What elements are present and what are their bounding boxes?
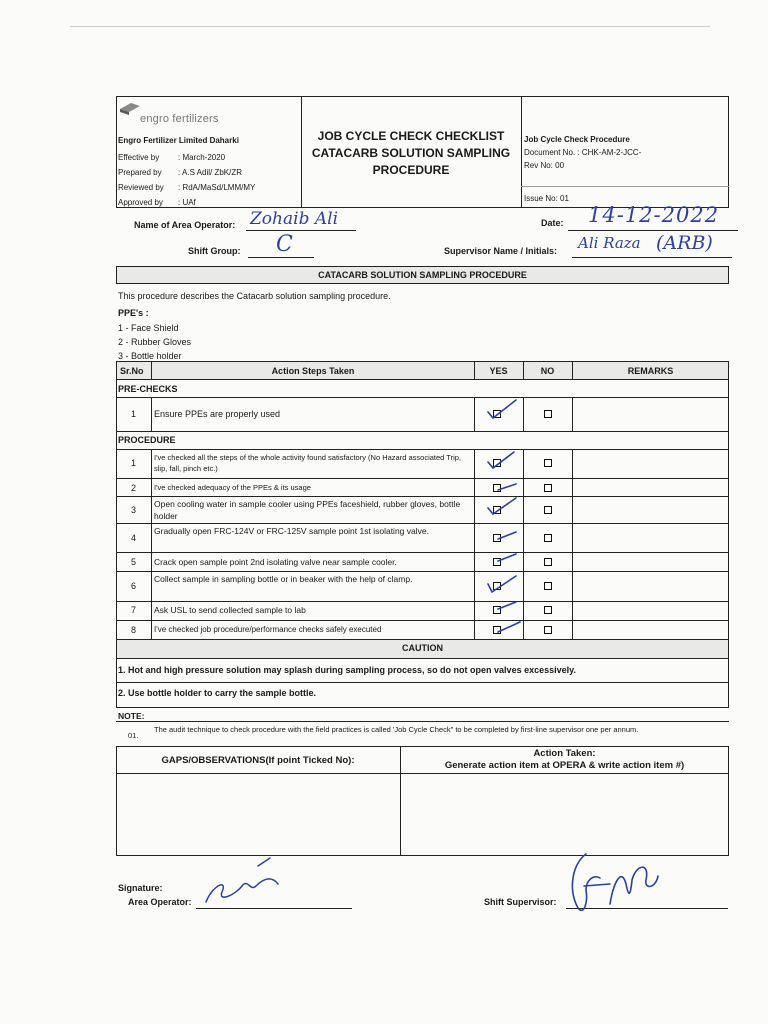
ppe-item: 3 - Bottle holder [118,351,182,361]
prechecks-label: PRE-CHECKS [118,384,178,394]
caution-label: CAUTION [402,643,443,653]
row-text: Open cooling water in sample cooler using PPEs faceshield, rubber gloves, bottle holder [154,499,461,521]
supervisor-initials: (ARB) [656,232,713,254]
meta-value: : March-2020 [178,153,226,162]
meta-label: Approved by [118,198,163,207]
ppe-list [118,321,191,363]
header-yes: YES [489,366,508,376]
note-label: NOTE: [118,711,145,721]
no-checkbox[interactable] [544,534,552,542]
date-value: 14-12-2022 [588,203,720,227]
row-sr: 8 [130,625,136,635]
no-checkbox[interactable] [544,410,552,418]
row-sr: 7 [130,605,136,615]
meta-label: Prepared by [118,168,162,177]
row-text: Ask USL to send collected sample to lab [154,605,306,615]
document-control-block: Job Cycle Check Procedure Document No. : CHK-AM-2-JCC- Rev No: 00 [524,135,642,170]
note-number: 01. [128,731,139,740]
date-label: Date: [541,218,564,228]
action-taken-header: Action Taken: Generate action item at OPERA & write action item #) [444,748,685,771]
no-checkbox[interactable] [544,484,552,492]
row-text: I've checked job procedure/performance checks safely executed [154,625,382,634]
row-sr: 5 [130,557,136,567]
issue-no: Issue No: 01 [524,194,569,203]
header-remarks: REMARKS [627,366,674,376]
handwritten-ticks [476,396,524,642]
ppe-item: 1 - Face Shield [118,323,179,333]
header-action: Action Steps Taken [271,366,355,376]
no-checkbox[interactable] [544,506,552,514]
row-sr: 1 [130,458,136,468]
row-sr: 4 [130,533,136,543]
section-title: CATACARB SOLUTION SAMPLING PROCEDURE [116,266,729,284]
meta-value: : A.S Adil/ ZbK/ZR [178,168,243,177]
row-text: Crack open sample point 2nd isolating valve near sample cooler. [154,557,397,567]
note-text: The audit technique to check procedure with the field practices is called 'Job Cycle Check" to be completed by first-line supervisor one per annum. [154,725,639,734]
row-text: I've checked adequacy of the PPEs & its usage [154,483,311,492]
shift-label: Shift Group: [188,246,241,256]
no-checkbox[interactable] [544,558,552,566]
row-text: Collect sample in sampling bottle or in beaker with the help of clamp. [154,574,413,584]
caution-item: 2. Use bottle holder to carry the sample bottle. [118,688,317,698]
supervisor-value: Ali Raza [578,234,641,252]
shift-supervisor-label: Shift Supervisor: [484,897,557,907]
action-taken-entry[interactable] [401,774,728,855]
company-name: Engro Fertilizer Limited Daharki [118,136,239,145]
header-no: NO [540,366,555,376]
supervisor-signature [566,850,670,920]
row-text: Gradually open FRC-124V or FRC-125V sample point 1st isolating valve. [154,526,429,536]
meta-label: Effective by [118,153,160,162]
gaps-entry[interactable] [116,774,400,855]
precheck-sr: 1 [130,409,136,419]
no-checkbox[interactable] [544,606,552,614]
header-sr: Sr.No [120,366,144,376]
operator-label: Name of Area Operator: [134,220,236,230]
row-sr: 2 [130,483,136,493]
operator-signature [198,856,298,912]
procedure-label: PROCEDURE [118,435,176,445]
intro-text: This procedure describes the Catacarb solution sampling procedure. [118,291,391,301]
row-sr: 3 [130,505,136,515]
logo-text: engro fertilizers [140,113,219,125]
ppe-item: 2 - Rubber Gloves [118,337,192,347]
gaps-header: GAPS/OBSERVATIONS(If point Ticked No): [161,755,355,766]
row-sr: 6 [130,581,136,591]
shift-value: C [276,232,293,257]
no-checkbox[interactable] [544,459,552,467]
logo-icon [119,100,141,116]
meta-label: Reviewed by [118,183,164,192]
no-checkbox[interactable] [544,626,552,634]
ppe-title: PPE's : [118,308,149,318]
supervisor-label: Supervisor Name / Initials: [444,246,558,256]
meta-value: : RdA/MaSd/LMM/MY [178,183,256,192]
operator-value: Zohaib Ali [250,209,339,229]
document-title: JOB CYCLE CHECK CHECKLIST CATACARB SOLUTION SAMPLING PROCEDURE [311,129,511,177]
signature-label: Signature: [118,883,163,893]
caution-item: 1. Hot and high pressure solution may splash during sampling process, so do not open valves excessively. [118,665,576,675]
meta-value: : UAf [178,198,196,207]
precheck-text: Ensure PPEs are properly used [154,409,281,419]
row-text: I've checked all the steps of the whole activity found satisfactory (No Hazard associated Trip, slip, fall, pinch etc.) [154,453,461,473]
scan-edge [70,26,710,27]
no-checkbox[interactable] [544,582,552,590]
area-operator-label: Area Operator: [128,897,192,907]
meta-block [118,150,255,210]
